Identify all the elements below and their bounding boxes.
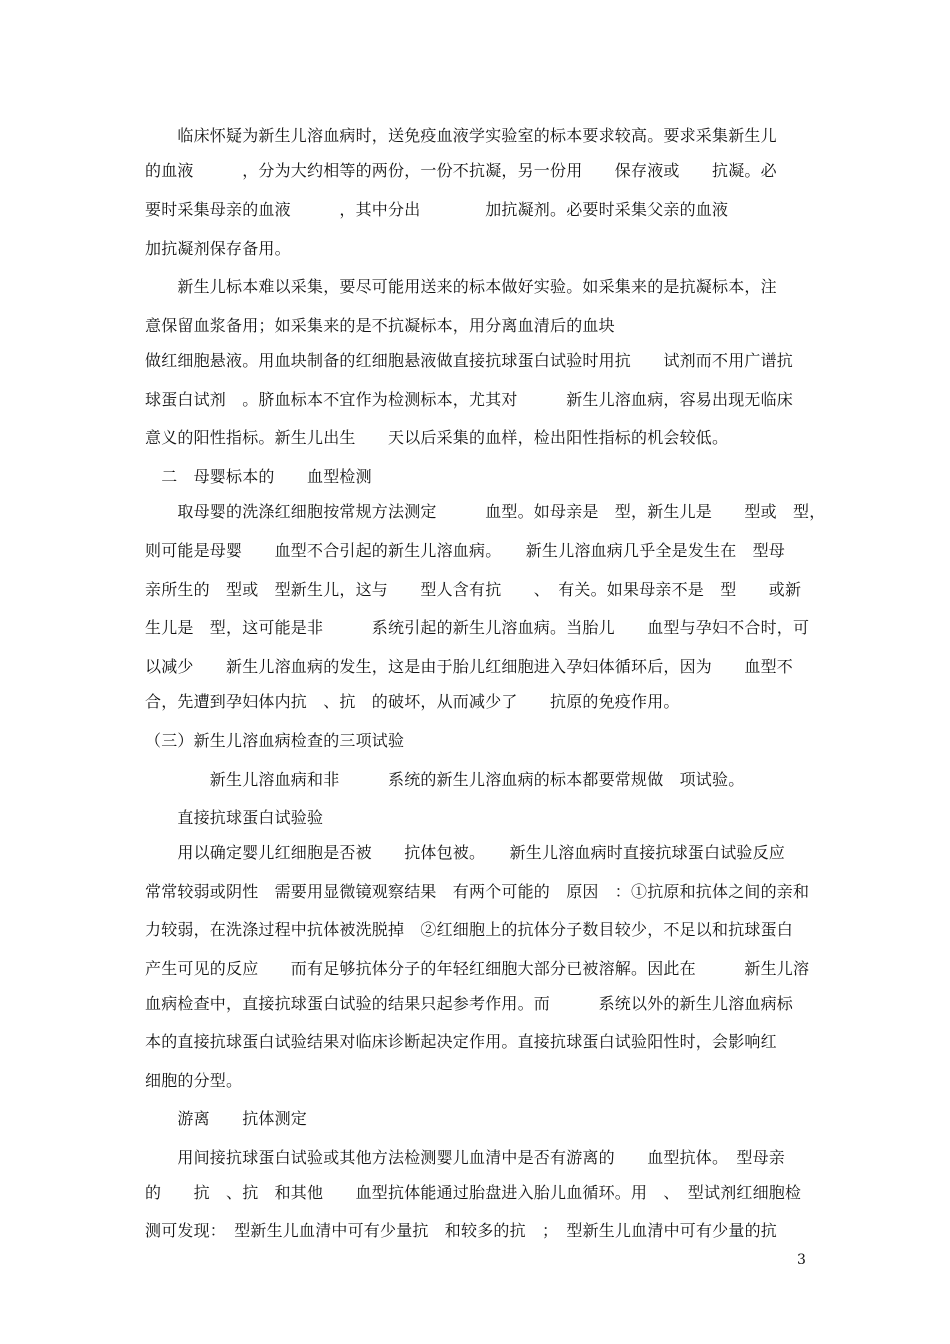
text-line: 要时采集母亲的血液 ，其中分出 加抗凝剂。必要时采集父亲的血液 [145,200,729,219]
text-line: 意义的阳性指标。新生儿出生 天以后采集的血样，检出阳性指标的机会较低。 [145,428,729,447]
text-line: 测可发现： 型新生儿血清中可有少量抗 和较多的抗 ； 型新生儿血清中可有少量的抗 [145,1221,778,1240]
text-line: 的 抗 、抗 和其他 血型抗体能通过胎盘进入胎儿血循环。用 、 型试剂红细胞检 [145,1183,802,1202]
text-line: 血病检查中，直接抗球蛋白试验的结果只起参考作用。而 系统以外的新生儿溶血病标 [145,994,794,1013]
text-line: 新生儿标本难以采集，要尽可能用送来的标本做好实验。如采集来的是抗凝标本，注 [145,277,777,296]
text-line: 临床怀疑为新生儿溶血病时，送免疫血液学实验室的标本要求较高。要求采集新生儿 [145,126,777,145]
text-line: （三）新生儿溶血病检查的三项试验 [145,731,405,750]
text-line: 亲所生的 型或 型新生儿，这与 型人含有抗 、 有关。如果母亲不是 型 或新 [145,580,802,599]
text-line: 合，先遭到孕妇体内抗 、抗 的破坏，从而减少了 抗原的免疫作用。 [145,692,680,711]
text-line: 用间接抗球蛋白试验或其他方法检测婴儿血清中是否有游离的 血型抗体。 型母亲 [145,1148,786,1167]
text-line: 做红细胞悬液。用血块制备的红细胞悬液做直接抗球蛋白试验时用抗 试剂而不用广谱抗 [145,351,794,370]
text-line: 用以确定婴儿红细胞是否被 抗体包被。 新生儿溶血病时直接抗球蛋白试验反应 [145,843,786,862]
text-line: 产生可见的反应 而有足够抗体分子的年轻红细胞大部分已被溶解。因此在 新生儿溶 [145,959,810,978]
text-line: 本的直接抗球蛋白试验结果对临床诊断起决定作用。直接抗球蛋白试验阳性时，会影响红 [145,1032,777,1051]
text-line: 细胞的分型。 [145,1071,243,1090]
text-line: 游离 抗体测定 [145,1109,308,1128]
text-line: 以减少 新生儿溶血病的发生，这是由于胎儿红细胞进入孕妇体循环后，因为 血型不 [145,657,794,676]
text-line: 加抗凝剂保存备用。 [145,239,291,258]
text-line: 意保留血浆备用；如采集来的是不抗凝标本，用分离血清后的血块 [145,316,615,335]
text-line: 常常较弱或阴性 需要用显微镜观察结果 有两个可能的 原因 ：①抗原和抗体之间的亲和 [145,882,810,901]
text-line: 球蛋白试剂 。脐血标本不宜作为检测标本，尤其对 新生儿溶血病，容易出现无临床 [145,390,794,409]
page-number: 3 [797,1252,806,1268]
text-line: 生儿是 型，这可能是非 系统引起的新生儿溶血病。当胎儿 血型与孕妇不合时，可 [145,618,810,637]
text-line: 取母婴的洗涤红细胞按常规方法测定 血型。如母亲是 型，新生儿是 型或 型， [145,502,826,521]
text-line: 新生儿溶血病和非 系统的新生儿溶血病的标本都要常规做 项试验。 [145,770,745,789]
text-line: 力较弱，在洗涤过程中抗体被洗脱掉 ②红细胞上的抗体分子数目较少，不足以和抗球蛋白 [145,920,794,939]
text-line: 直接抗球蛋白试验验 [145,808,324,827]
text-line: 的血液 ，分为大约相等的两份，一份不抗凝，另一份用 保存液或 抗凝。必 [145,161,777,180]
text-line: 则可能是母婴 血型不合引起的新生儿溶血病。 新生儿溶血病几乎全是发生在 型母 [145,541,786,560]
text-line: 二 母婴标本的 血型检测 [145,467,372,486]
